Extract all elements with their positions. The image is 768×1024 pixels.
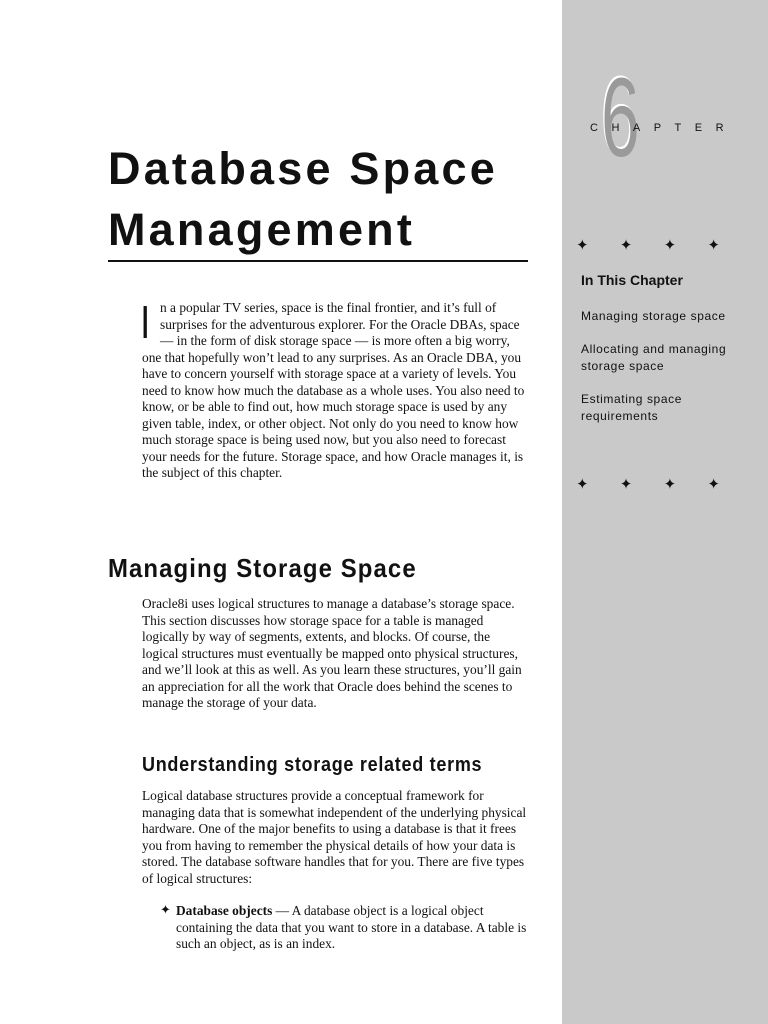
diamond-bullet-icon: ✦ (160, 903, 171, 918)
chapter-title-line-1: Database Space (108, 143, 498, 194)
diamond-icon: ✦ (576, 236, 589, 254)
intro-paragraph (142, 296, 530, 482)
intro-text: n a popular TV series, space is the final frontier, and it’s full of surprises for the adventurous explorer. For the Oracle DBAs, space — in the form of disk storage space — is more often a big worry, one that hopefully won’t lead to any surprises. As an Oracle DBA, you have to concern yourself with storage space at a variety of levels. You need to know how much the database as a whole uses. You also need to know, or be able to find out, how much storage space is used by any given table, index, or other object. Not only do you need to know how much storage space is being used now, but you also need to forecast your needs for the future. Storage space, and how Oracle manages it, is the subject of this chapter. (142, 300, 525, 480)
bullet-text: — A database object is a logical object containing the data that you want to store in a database. A table is such an object, as is an index. (176, 903, 527, 951)
chapter-number: 6 (601, 55, 640, 180)
subsection-heading: Understanding storage related terms (142, 754, 483, 776)
drop-cap: I (142, 296, 149, 348)
subsection-body: Logical database structures provide a conceptual framework for managing data that is somewhat independent of the underlying physical hardware. One of the major benefits to using a database is that it frees you from having to remember the physical details of how your data is stored. The database software handles that for you. There are five types of logical structures: (142, 788, 527, 886)
diamond-divider-top (576, 236, 720, 254)
chapter-label: CHAPTER (590, 122, 738, 134)
diamond-divider-bottom (576, 475, 720, 493)
chapter-title (108, 138, 498, 260)
diamond-icon: ✦ (576, 475, 589, 493)
list-item (160, 903, 530, 953)
diamond-icon: ✦ (619, 236, 633, 254)
diamond-icon: ✦ (619, 475, 633, 493)
section-heading: Managing Storage Space (108, 553, 417, 583)
diamond-icon: ✦ (707, 236, 720, 254)
diamond-icon: ✦ (663, 475, 677, 493)
bullet-list (160, 903, 530, 953)
topic-item-allocating-storage: Allocating and managing storage space (581, 342, 727, 373)
chapter-title-line-2: Management (108, 204, 416, 255)
bullet-term: Database objects (176, 903, 273, 918)
topic-item-managing-storage: Managing storage space (581, 309, 726, 323)
chapter-topics-list (581, 308, 741, 441)
topic-item-estimating-space: Estimating space requirements (581, 392, 682, 423)
section-body: Oracle8i uses logical structures to manage a database’s storage space. This section discusses how storage space for a table is managed logically by way of segments, extents, and blocks. Of course, the logical structures must eventually be mapped onto physical structures, and we’ll look at this as well. As you learn these structures, you’ll gain an appreciation for all the work that Oracle does behind the scenes to manage the storage of your data. (142, 596, 522, 710)
diamond-icon: ✦ (707, 475, 720, 493)
title-divider (108, 260, 528, 262)
chapter-sidebar (562, 0, 768, 1024)
in-this-chapter-heading: In This Chapter (581, 272, 683, 288)
diamond-icon: ✦ (663, 236, 677, 254)
